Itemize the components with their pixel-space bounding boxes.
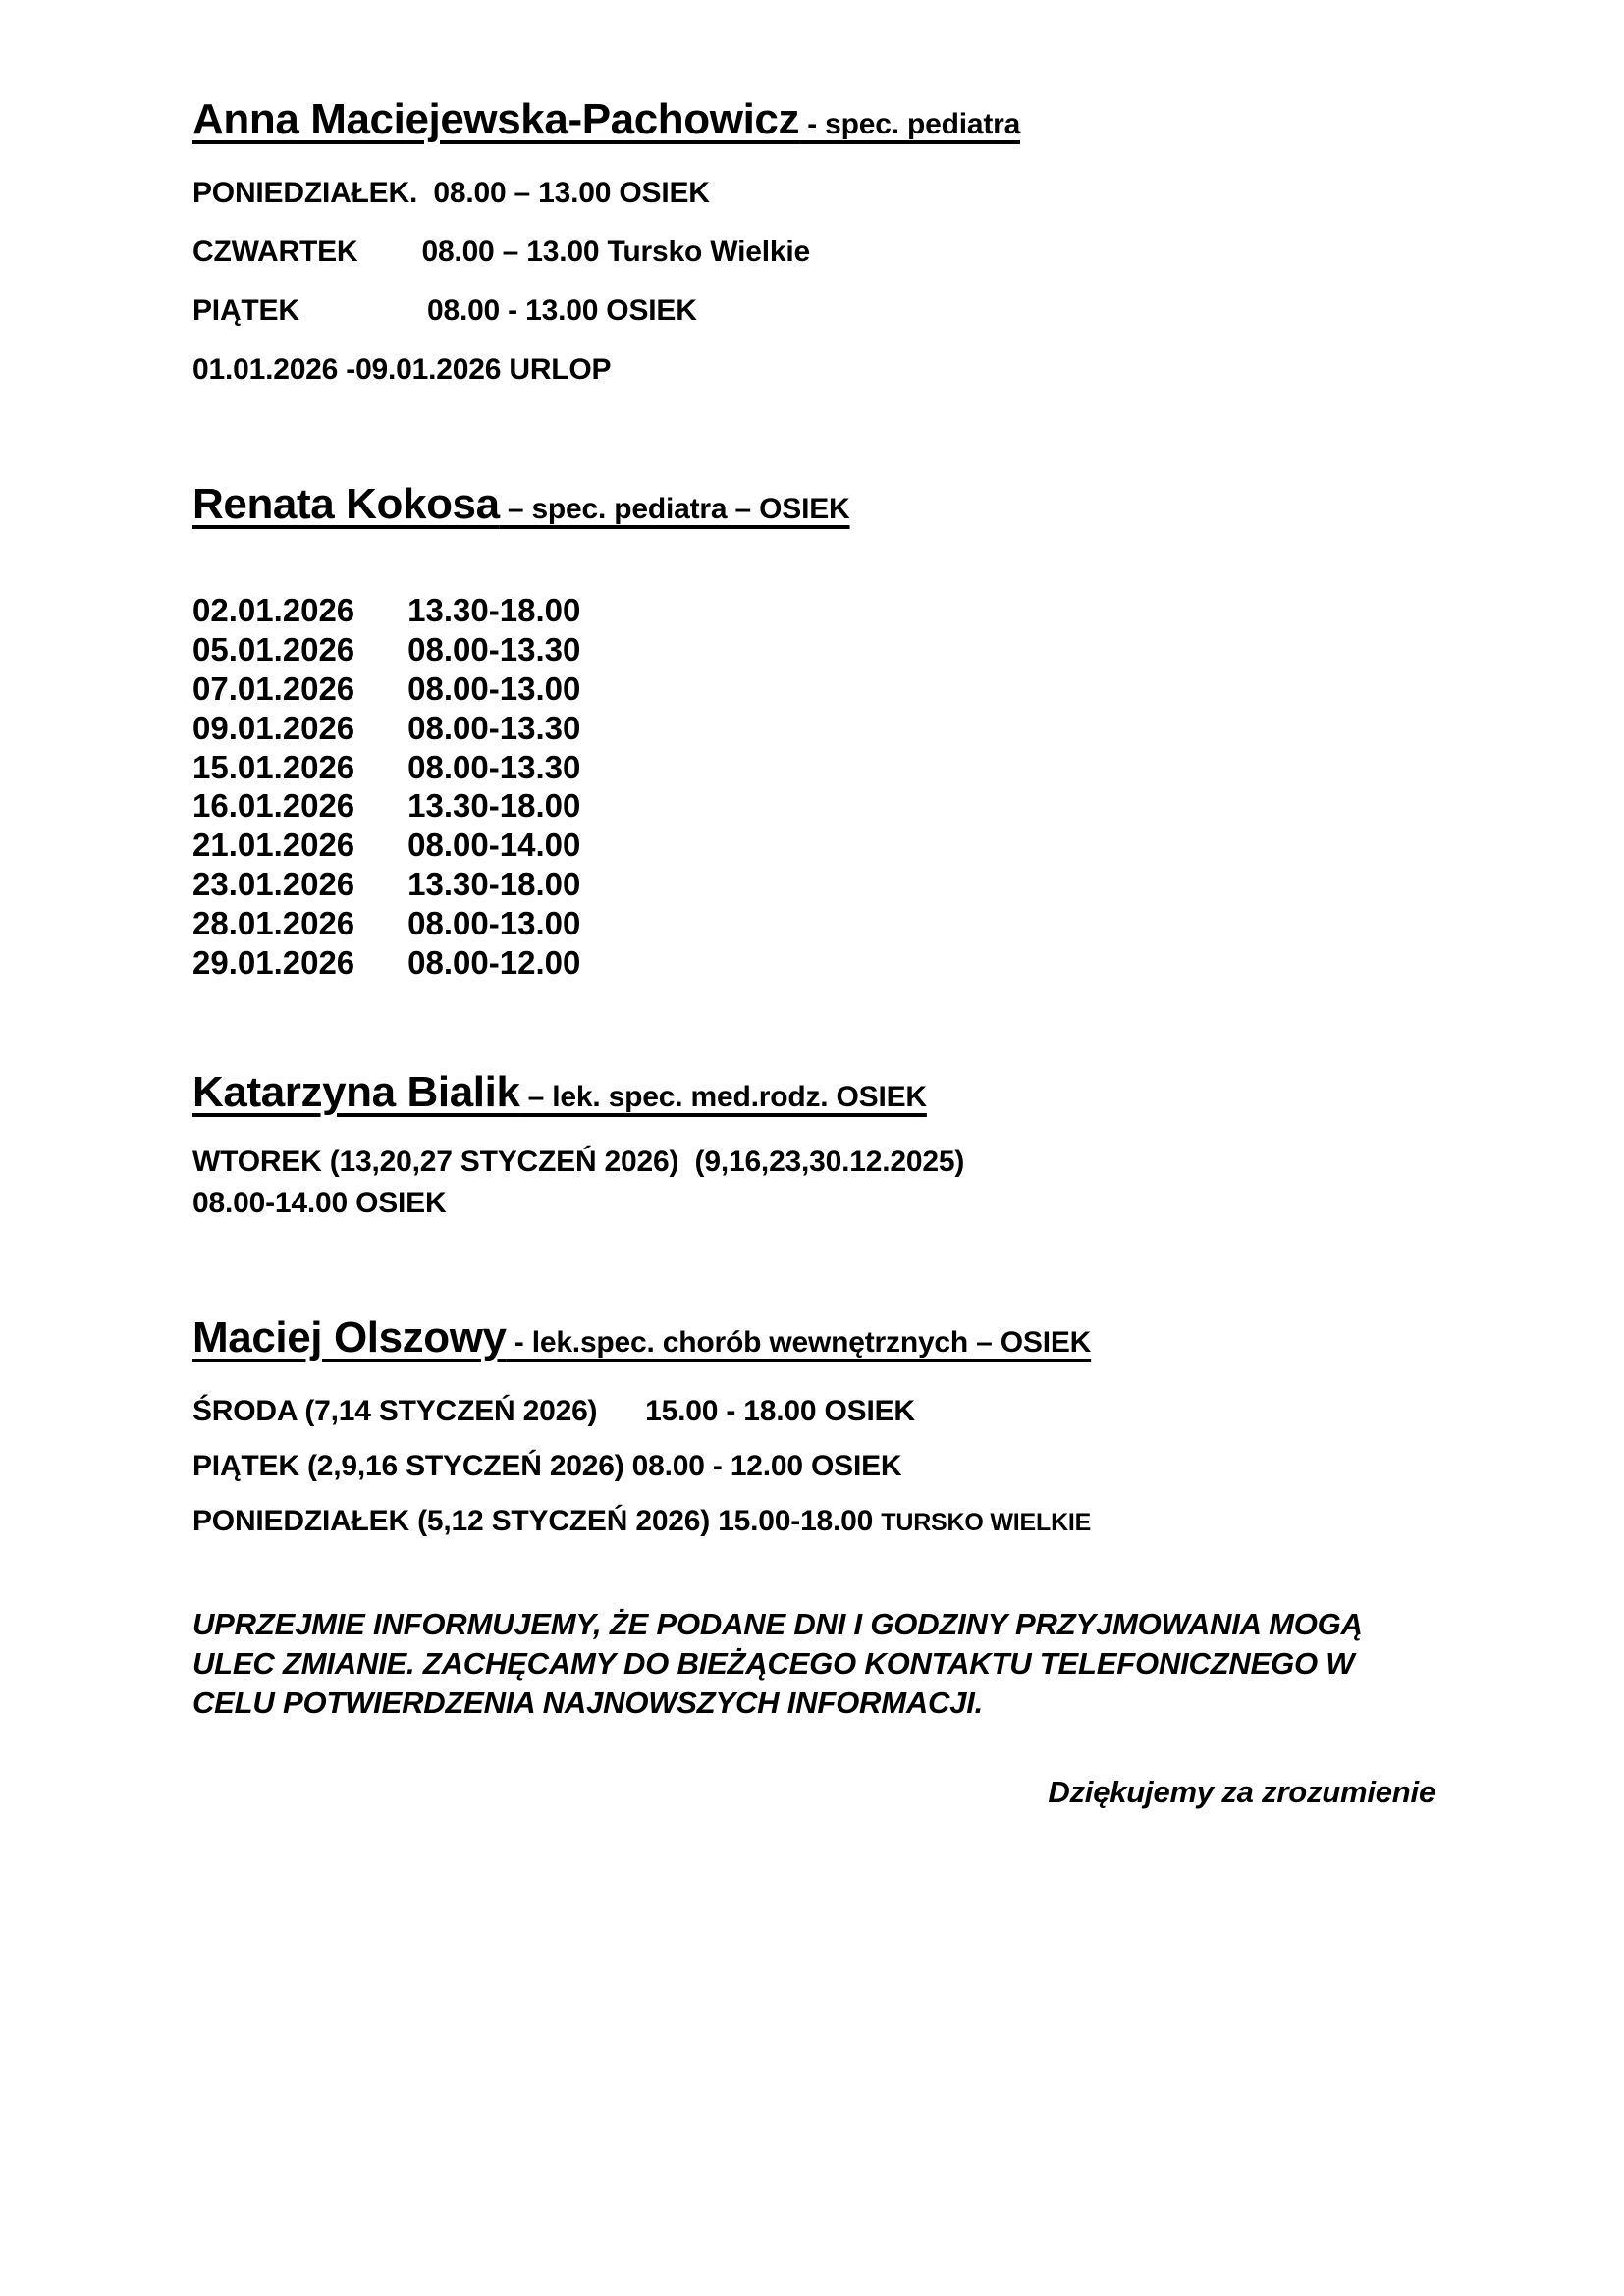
appointment-date: 09.01.2026 — [192, 709, 355, 746]
appointment-date: 16.01.2026 — [192, 787, 355, 825]
schedule-line: ŚRODA (7,14 STYCZEŃ 2026) 15.00 - 18.00 OSIEK — [192, 1394, 915, 1427]
table-row — [192, 591, 580, 630]
schedule-line: CZWARTEK 08.00 – 13.00 Tursko Wielkie — [192, 235, 810, 268]
schedule-line-tursko — [192, 1504, 1477, 1537]
schedule-line: WTOREK (13,20,27 STYCZEŃ 2026) (9,16,23,30.12.2025) — [192, 1145, 965, 1178]
appointment-hours: 08.00-13.00 — [407, 905, 581, 942]
appointment-date: 29.01.2026 — [192, 944, 355, 982]
appointment-date: 02.01.2026 — [192, 591, 355, 628]
table-row — [192, 826, 580, 865]
appointment-hours: 08.00-12.00 — [407, 944, 581, 982]
table-row — [192, 709, 580, 748]
appointment-date: 21.01.2026 — [192, 827, 355, 864]
doctor-heading-katarzyna-bialik — [192, 1067, 1477, 1118]
doctor-name: Maciej Olszowy — [192, 1312, 507, 1362]
appointment-hours: 13.30-18.00 — [407, 866, 581, 903]
doctor-name: Renata Kokosa — [192, 479, 500, 528]
schedule-line: PONIEDZIAŁEK. 08.00 – 13.00 OSIEK — [192, 176, 710, 209]
appointment-date: 28.01.2026 — [192, 905, 355, 942]
doctor-name: Katarzyna Bialik — [192, 1068, 520, 1117]
appointment-hours: 13.30-18.00 — [407, 787, 581, 825]
spacer — [192, 983, 1477, 1067]
appointment-hours: 08.00-14.00 — [407, 827, 581, 864]
spacer — [192, 1426, 1477, 1452]
table-row — [192, 669, 580, 709]
appointment-hours: 08.00-13.30 — [407, 630, 581, 667]
spacer — [192, 208, 1477, 238]
table-row — [192, 630, 580, 669]
spacer — [192, 1536, 1477, 1605]
table-row — [192, 904, 580, 943]
schedule-line: PIĄTEK 08.00 - 13.00 OSIEK — [192, 294, 697, 327]
spacer — [192, 1481, 1477, 1507]
spacer — [192, 1724, 1477, 1775]
table-row — [192, 748, 580, 787]
doctor-heading-maciej-olszowy — [192, 1312, 1477, 1363]
table-row — [192, 786, 580, 826]
schedule-line: PIĄTEK (2,9,16 STYCZEŃ 2026) 08.00 - 12.00 OSIEK — [192, 1449, 902, 1482]
appointment-date: 23.01.2026 — [192, 866, 355, 903]
appointment-date-table — [192, 591, 580, 983]
appointment-hours: 08.00-13.30 — [407, 748, 581, 785]
schedule-line-vacation: 01.01.2026 -09.01.2026 URLOP — [192, 352, 612, 386]
schedule-line-main: PONIEDZIAŁEK (5,12 STYCZEŃ 2026) 15.00-18.00 — [192, 1504, 882, 1537]
thanks-note: Dziękujemy za zrozumienie — [1048, 1774, 1435, 1809]
appointment-hours: 13.30-18.00 — [407, 591, 581, 628]
appointment-date: 15.01.2026 — [192, 748, 355, 785]
table-row — [192, 865, 580, 904]
doctor-specialty: – lek. spec. med.rodz. OSIEK — [519, 1081, 927, 1114]
schedule-line: 08.00-14.00 OSIEK — [192, 1186, 447, 1219]
doctor-specialty: - spec. pediatra — [799, 108, 1021, 140]
appointment-hours: 08.00-13.30 — [407, 709, 581, 746]
schedule-line-location: TURSKO WIELKIE — [881, 1508, 1092, 1536]
spacer — [192, 1118, 1477, 1148]
doctor-specialty: – spec. pediatra – OSIEK — [499, 492, 850, 525]
spacer — [192, 385, 1477, 479]
appointment-hours: 08.00-13.00 — [407, 669, 581, 707]
spacer — [192, 530, 1477, 591]
table-row — [192, 943, 580, 983]
appointment-date: 07.01.2026 — [192, 669, 355, 707]
doctor-heading-anna-maciejewska-pachowicz — [192, 94, 1477, 145]
doctor-heading-renata-kokosa — [192, 479, 1477, 530]
spacer — [192, 326, 1477, 355]
change-notice: UPRZEJMIE INFORMUJEMY, ŻE PODANE DNI I GODZINY PRZYJMOWANIA MOGĄ ULEC ZMIANIE. ZACHĘCAMY DO BIEŻĄCEGO KONTAKTU TELEFONICZNEGO W CELU POTWIERDZENIA NAJNOWSZYCH INFORMACJI. — [192, 1606, 1363, 1721]
spacer — [192, 267, 1477, 296]
appointment-date: 05.01.2026 — [192, 630, 355, 667]
spacer — [192, 145, 1477, 179]
doctor-name: Anna Maciejewska-Pachowicz — [192, 95, 800, 143]
doctor-specialty: - lek.spec. chorób wewnętrznych – OSIEK — [506, 1325, 1092, 1359]
spacer — [192, 1363, 1477, 1397]
spacer — [192, 1218, 1477, 1312]
